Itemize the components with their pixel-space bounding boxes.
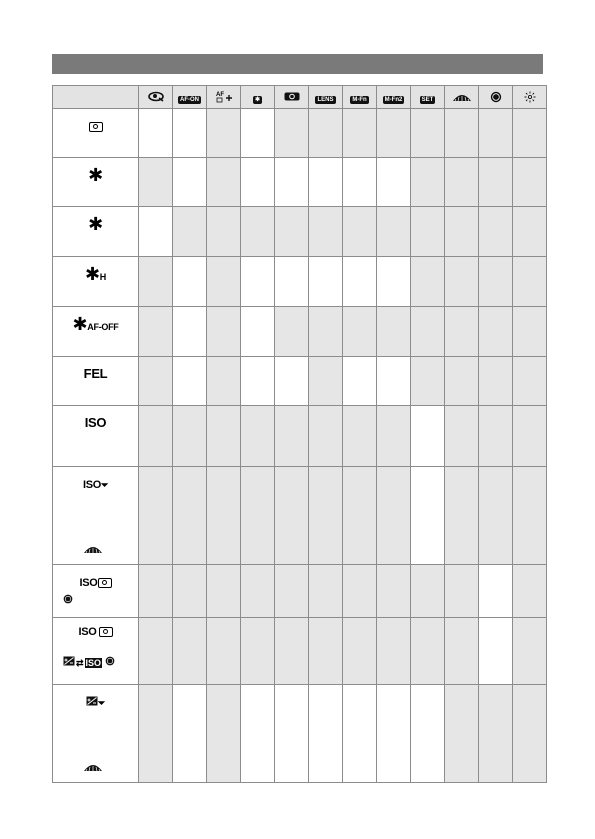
unavailable-cell (445, 307, 479, 357)
multi-controller-icon (524, 91, 536, 103)
unavailable-cell (139, 406, 173, 467)
exposure-iso-row (63, 656, 115, 669)
lens-icon: LENS (317, 97, 334, 103)
unavailable-cell (377, 207, 411, 257)
unavailable-cell (207, 565, 241, 618)
unavailable-cell (241, 565, 275, 618)
unavailable-cell (479, 109, 513, 158)
row-label-text: ISO (78, 626, 97, 638)
unavailable-cell (411, 257, 445, 307)
unavailable-cell (445, 207, 479, 257)
button-function-table (52, 85, 547, 783)
unavailable-cell (173, 565, 207, 618)
af-on-icon: AF-ON (180, 97, 199, 103)
unavailable-cell (479, 357, 513, 406)
available-cell (241, 257, 275, 307)
unavailable-cell (411, 565, 445, 618)
main-dial-icon (83, 762, 103, 772)
available-cell (479, 618, 513, 685)
available-cell (411, 406, 445, 467)
svg-text:AF: AF (215, 92, 224, 99)
available-cell (275, 257, 309, 307)
table-row (53, 109, 547, 158)
main-dial-icon (452, 92, 472, 102)
unavailable-cell (207, 307, 241, 357)
unavailable-cell (275, 406, 309, 467)
unavailable-cell (309, 406, 343, 467)
row-label-suffix: AF-OFF (87, 322, 119, 332)
unavailable-cell (343, 207, 377, 257)
unavailable-cell (411, 207, 445, 257)
unavailable-cell (207, 257, 241, 307)
unavailable-cell (241, 467, 275, 565)
eye-focus-icon (147, 91, 165, 102)
unavailable-cell (445, 357, 479, 406)
unavailable-cell (513, 207, 547, 257)
ae-lock-hold-icon (53, 265, 138, 283)
row-label-text: ✱ (85, 264, 100, 284)
unavailable-cell (479, 685, 513, 783)
available-cell (377, 685, 411, 783)
iso-box-icon (99, 627, 113, 637)
down-arrow-icon: ⏷ (101, 480, 108, 490)
header-multi-controller (513, 86, 547, 109)
unavailable-cell (343, 307, 377, 357)
header-record (275, 86, 309, 109)
unavailable-cell (445, 406, 479, 467)
available-cell (479, 565, 513, 618)
unavailable-cell (309, 565, 343, 618)
available-cell (343, 357, 377, 406)
iso-metering-icon (53, 575, 138, 589)
row-label-text: ISO (79, 577, 98, 589)
row-label-cell (53, 307, 139, 357)
unavailable-cell (309, 307, 343, 357)
unavailable-cell (513, 467, 547, 565)
table-row (53, 257, 547, 307)
exposure-iso-toggle-icon (53, 624, 138, 638)
unavailable-cell (445, 109, 479, 158)
iso-set-dial-icon (53, 477, 138, 491)
unavailable-cell (445, 158, 479, 207)
unavailable-cell (275, 467, 309, 565)
unavailable-cell (207, 406, 241, 467)
unavailable-cell (513, 406, 547, 467)
unavailable-cell (139, 158, 173, 207)
unavailable-cell (411, 357, 445, 406)
unavailable-cell (139, 618, 173, 685)
row-label-cell (53, 257, 139, 307)
ae-lock-star-icon (53, 166, 138, 184)
available-cell (173, 307, 207, 357)
dial-indicator (83, 541, 103, 559)
available-cell (343, 257, 377, 307)
unavailable-cell (445, 565, 479, 618)
unavailable-cell (275, 307, 309, 357)
header-main-dial (445, 86, 479, 109)
row-label-cell (53, 685, 139, 783)
row-label-cell (53, 467, 139, 565)
table-row (53, 158, 547, 207)
row-label-cell (53, 158, 139, 207)
unavailable-cell (343, 467, 377, 565)
unavailable-cell (445, 257, 479, 307)
main-dial-icon (83, 544, 103, 554)
dial-indicator (83, 759, 103, 777)
quick-control-dial-icon (105, 656, 115, 666)
row-label-cell (53, 207, 139, 257)
unavailable-cell (207, 109, 241, 158)
unavailable-cell (309, 467, 343, 565)
row-label-text: ISO (84, 415, 107, 430)
available-cell (309, 685, 343, 783)
available-cell (411, 685, 445, 783)
available-cell (241, 685, 275, 783)
header-lens (309, 86, 343, 109)
unavailable-cell (207, 207, 241, 257)
unavailable-cell (513, 618, 547, 685)
available-cell (309, 158, 343, 207)
row-label-cell (53, 406, 139, 467)
unavailable-cell (139, 565, 173, 618)
ae-lock-star-icon (53, 215, 138, 233)
unavailable-cell (207, 618, 241, 685)
exposure-compensation-dial-icon (53, 695, 138, 708)
table-row (53, 565, 547, 618)
row-label-cell (53, 109, 139, 158)
unavailable-cell (513, 257, 547, 307)
ae-lock-star-icon: ✱ (254, 97, 261, 103)
unavailable-cell (343, 109, 377, 158)
unavailable-cell (173, 406, 207, 467)
exposure-comp-icon (63, 656, 75, 666)
unavailable-cell (411, 158, 445, 207)
table-row (53, 357, 547, 406)
available-cell (343, 158, 377, 207)
unavailable-cell (411, 307, 445, 357)
record-button-icon (284, 92, 300, 101)
unavailable-cell (377, 307, 411, 357)
header-eye-focus (139, 86, 173, 109)
table-row (53, 207, 547, 257)
unavailable-cell (173, 207, 207, 257)
unavailable-cell (513, 109, 547, 158)
quick-control-dial-icon (63, 594, 73, 604)
unavailable-cell (479, 257, 513, 307)
available-cell (173, 257, 207, 307)
available-cell (173, 109, 207, 158)
ae-lock-af-off-icon (53, 315, 138, 333)
flash-exposure-lock-icon (53, 367, 138, 380)
unavailable-cell (445, 467, 479, 565)
unavailable-cell (445, 618, 479, 685)
available-cell (275, 685, 309, 783)
available-cell (241, 357, 275, 406)
row-label-text: FEL (83, 366, 108, 381)
available-cell (411, 467, 445, 565)
set-button-icon: SET (421, 97, 434, 103)
header-ae-lock (241, 86, 275, 109)
table-row (53, 467, 547, 565)
row-label-text: ✱ (72, 314, 88, 334)
unavailable-cell (241, 618, 275, 685)
available-cell (377, 257, 411, 307)
unavailable-cell (445, 685, 479, 783)
table-row (53, 307, 547, 357)
m-fn2-icon: M-Fn2 (384, 97, 403, 103)
unavailable-cell (309, 618, 343, 685)
unavailable-cell (173, 467, 207, 565)
unavailable-cell (479, 406, 513, 467)
exposure-comp-icon (86, 696, 98, 706)
unavailable-cell (411, 109, 445, 158)
available-cell (139, 109, 173, 158)
unavailable-cell (139, 467, 173, 565)
unavailable-cell (513, 565, 547, 618)
available-cell (241, 158, 275, 207)
available-cell (241, 307, 275, 357)
unavailable-cell (479, 467, 513, 565)
unavailable-cell (275, 618, 309, 685)
unavailable-cell (377, 109, 411, 158)
unavailable-cell (241, 406, 275, 467)
unavailable-cell (241, 207, 275, 257)
row-label-cell (53, 565, 139, 618)
header-af-on (173, 86, 207, 109)
available-cell (241, 109, 275, 158)
header-set (411, 86, 445, 109)
row-label-text: ✱ (88, 214, 103, 234)
unavailable-cell (377, 406, 411, 467)
metering-box-icon (89, 122, 103, 132)
unavailable-cell (343, 618, 377, 685)
row-label-suffix: H (99, 272, 106, 282)
unavailable-cell (513, 357, 547, 406)
table-row (53, 685, 547, 783)
unavailable-cell (275, 207, 309, 257)
quick-dial-indicator (63, 591, 73, 609)
header-m-fn2 (377, 86, 411, 109)
header-af-point (207, 86, 241, 109)
unavailable-cell (343, 565, 377, 618)
unavailable-cell (377, 467, 411, 565)
available-cell (139, 207, 173, 257)
toggle-arrow-icon: ⇄ (76, 658, 84, 668)
available-cell (173, 357, 207, 406)
unavailable-cell (377, 618, 411, 685)
unavailable-cell (343, 406, 377, 467)
unavailable-cell (479, 307, 513, 357)
unavailable-cell (275, 565, 309, 618)
unavailable-cell (207, 357, 241, 406)
available-cell (275, 357, 309, 406)
unavailable-cell (309, 109, 343, 158)
unavailable-cell (207, 685, 241, 783)
unavailable-cell (513, 307, 547, 357)
unavailable-cell (309, 207, 343, 257)
available-cell (275, 158, 309, 207)
iso-badge-icon: ISO (85, 658, 102, 668)
metering-mode-icon (53, 119, 138, 132)
header-corner-cell (53, 86, 139, 109)
unavailable-cell (139, 307, 173, 357)
row-label-text: ISO (83, 479, 102, 491)
quick-control-dial-icon (490, 91, 502, 103)
down-arrow-icon: ⏷ (98, 698, 105, 708)
unavailable-cell (139, 357, 173, 406)
unavailable-cell (479, 158, 513, 207)
row-label-cell (53, 357, 139, 406)
row-label-text: ✱ (88, 165, 103, 185)
table-row (53, 618, 547, 685)
unavailable-cell (513, 158, 547, 207)
unavailable-cell (377, 565, 411, 618)
table-row (53, 406, 547, 467)
header-quick-dial (479, 86, 513, 109)
metering-box-icon (98, 578, 112, 588)
available-cell (377, 158, 411, 207)
unavailable-cell (309, 357, 343, 406)
m-fn-icon: M-Fn (352, 97, 367, 103)
available-cell (377, 357, 411, 406)
unavailable-cell (139, 257, 173, 307)
available-cell (173, 685, 207, 783)
section-title-bar (52, 54, 543, 74)
unavailable-cell (207, 467, 241, 565)
row-label-cell (53, 618, 139, 685)
available-cell (309, 257, 343, 307)
available-cell (343, 685, 377, 783)
iso-icon (53, 416, 138, 429)
unavailable-cell (173, 618, 207, 685)
unavailable-cell (411, 618, 445, 685)
available-cell (173, 158, 207, 207)
af-point-select-icon (215, 90, 233, 103)
unavailable-cell (139, 685, 173, 783)
unavailable-cell (275, 109, 309, 158)
header-m-fn (343, 86, 377, 109)
unavailable-cell (479, 207, 513, 257)
unavailable-cell (513, 685, 547, 783)
unavailable-cell (207, 158, 241, 207)
table-header-row (53, 86, 547, 109)
